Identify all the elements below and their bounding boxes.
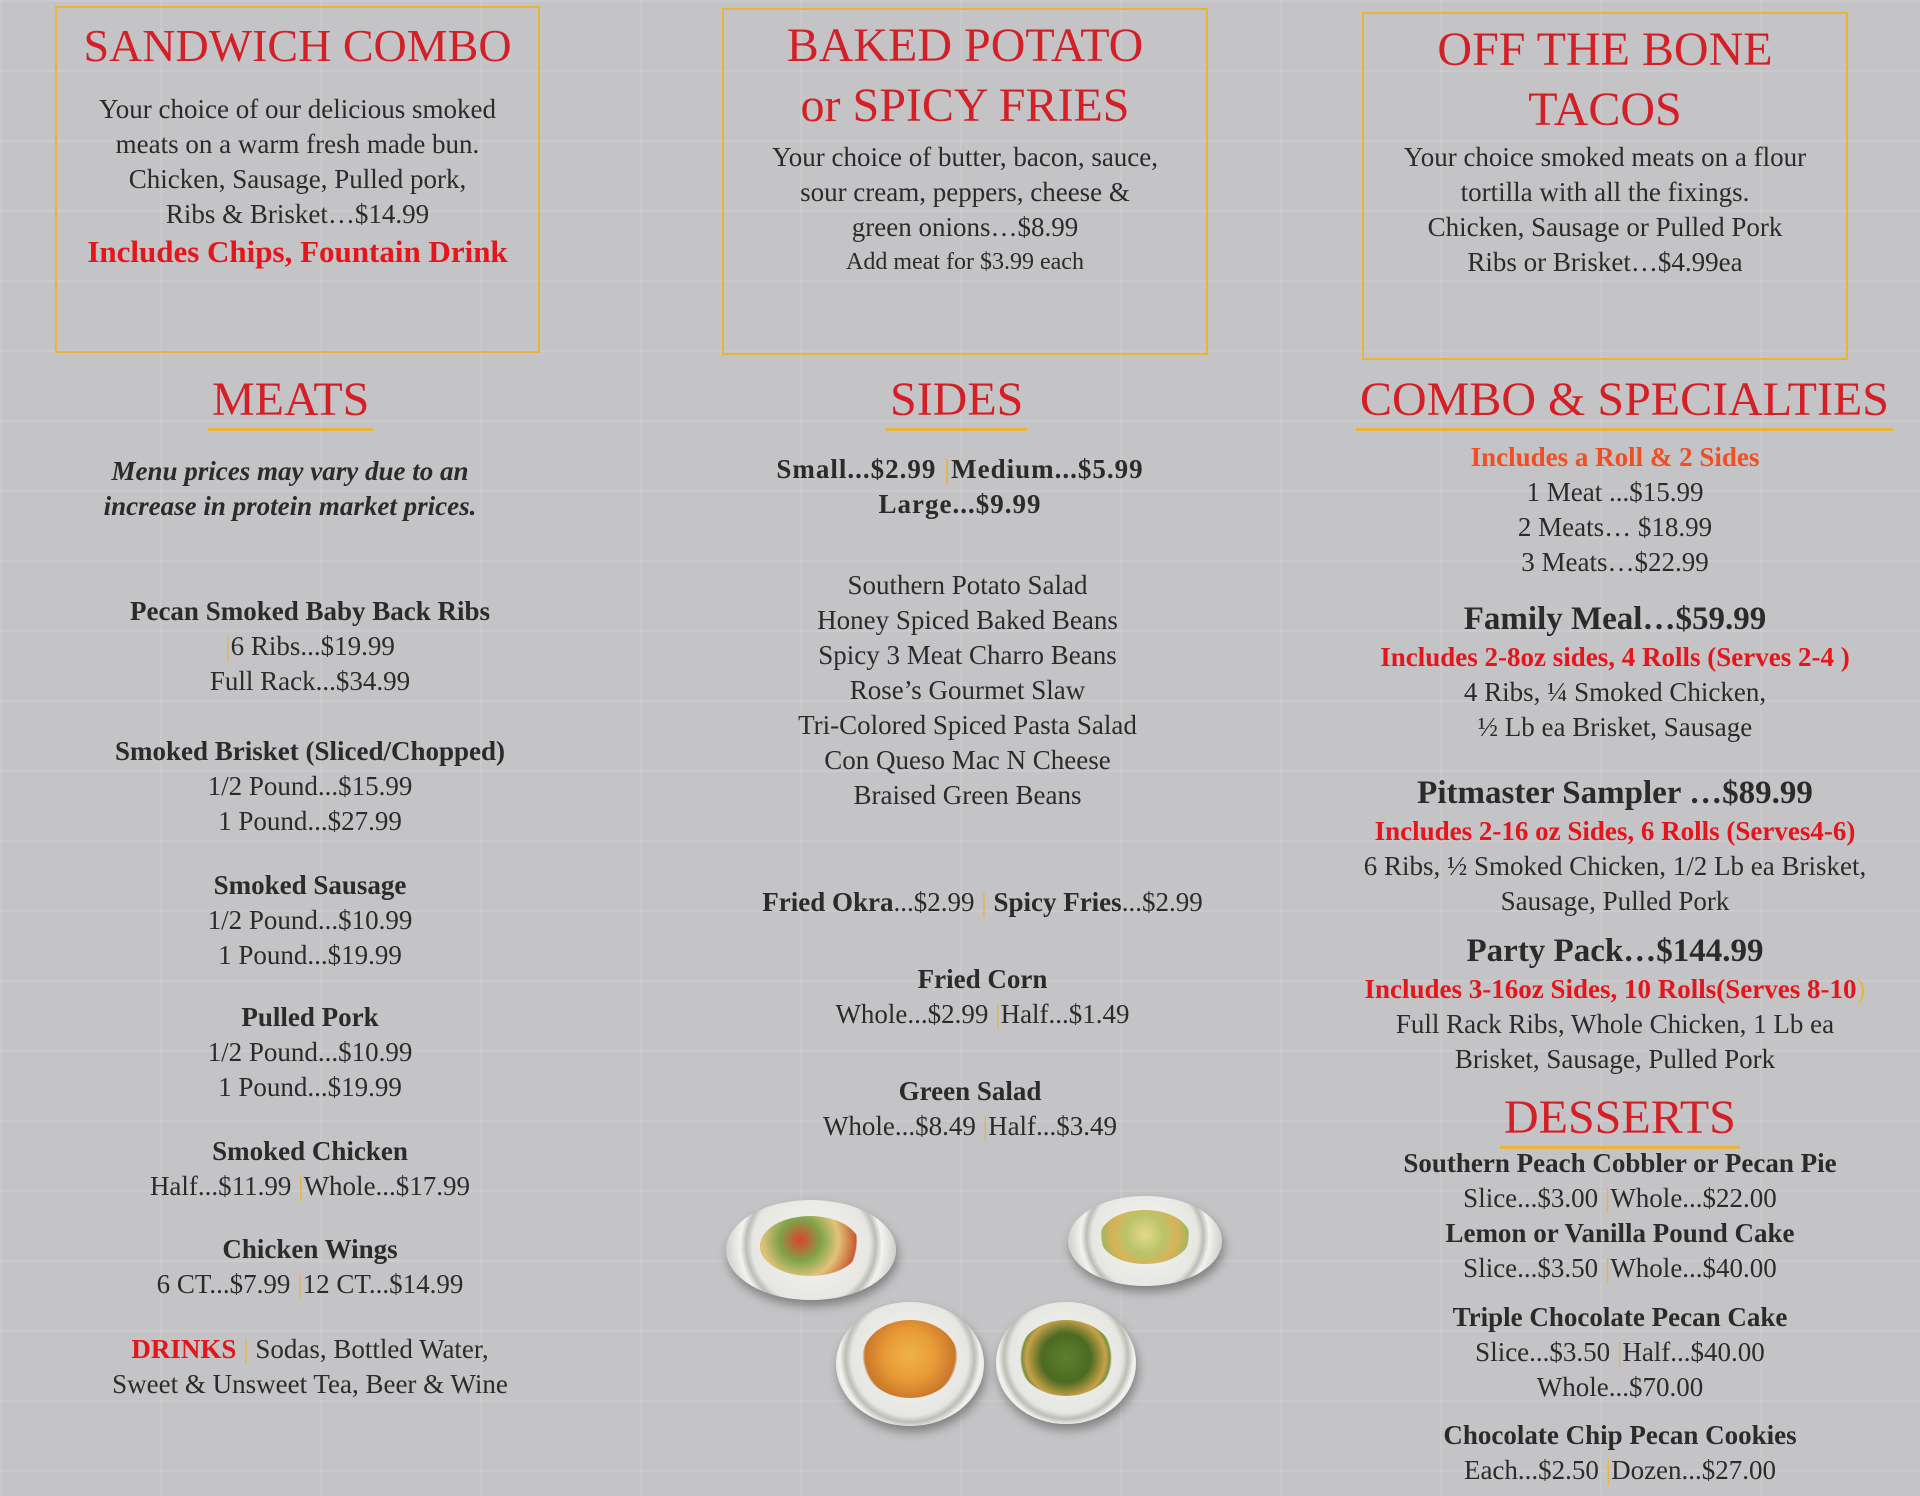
sandwich-line: Chicken, Sausage, Pulled pork,	[128, 164, 467, 194]
divider: |	[1604, 1253, 1611, 1283]
tacos-title-1: OFF THE BONE	[1437, 23, 1773, 76]
meat-item	[60, 1134, 560, 1204]
meat-item	[60, 734, 560, 839]
family-meal-line: ½ Lb ea Brisket, Sausage	[1477, 712, 1753, 742]
dessert-price: Slice...$3.50	[1475, 1337, 1611, 1367]
drinks-line: Sweet & Unsweet Tea, Beer & Wine	[112, 1369, 508, 1399]
sandwich-combo-description	[57, 92, 538, 232]
potato-line: Your choice of butter, bacon, sauce,	[771, 142, 1159, 172]
side-item: Southern Potato Salad	[847, 570, 1088, 600]
dessert-price: Slice...$3.00	[1463, 1183, 1599, 1213]
divider: |	[297, 1269, 303, 1299]
dessert-price: Dozen...$27.00	[1611, 1455, 1777, 1485]
dessert-price: Slice...$3.50	[1463, 1253, 1599, 1283]
combo-meat-price: 2 Meats… $18.99	[1517, 512, 1713, 542]
okra-fries-line	[700, 885, 1265, 920]
tacos-line: Chicken, Sausage or Pulled Pork	[1427, 212, 1783, 242]
divider: |	[982, 1111, 989, 1141]
sandwich-line: Your choice of our delicious smoked	[99, 94, 496, 124]
potato-price: green onions…$8.99	[851, 212, 1079, 242]
meat-price: 1 Pound...$27.99	[218, 806, 402, 836]
corn-price: Whole...$2.99	[835, 999, 989, 1029]
tacos-line: Your choice smoked meats on a flour	[1403, 142, 1807, 172]
meat-price: 1/2 Pound...$10.99	[207, 1037, 413, 1067]
meat-item-name: Smoked Brisket (Sliced/Chopped)	[114, 736, 506, 766]
meat-price: 1/2 Pound...$10.99	[207, 905, 413, 935]
green-salad	[700, 1074, 1240, 1144]
green-beans-plate-image	[996, 1302, 1136, 1424]
fries-name: Spicy Fries	[993, 887, 1122, 917]
note-line: increase in protein market prices.	[103, 491, 477, 521]
potato-add-meat: Add meat for $3.99 each	[846, 249, 1084, 275]
dessert-price: Whole...$40.00	[1610, 1253, 1777, 1283]
party-line: Brisket, Sausage, Pulled Pork	[1454, 1044, 1776, 1074]
divider: |	[243, 1334, 249, 1364]
meat-item-name: Smoked Sausage	[213, 870, 407, 900]
salad-food	[760, 1216, 860, 1276]
dessert-item	[1310, 1418, 1920, 1488]
divider: |	[944, 454, 952, 484]
divider: |	[1604, 1183, 1611, 1213]
sides-list	[700, 568, 1235, 813]
sides-sizes	[700, 452, 1220, 522]
corn-price: Half...$1.49	[1000, 999, 1130, 1029]
sandwich-includes: Includes Chips, Fountain Drink	[87, 234, 508, 269]
mac-cheese-plate-image	[836, 1302, 984, 1426]
tacos-line: tortilla with all the fixings.	[1460, 177, 1750, 207]
party-title: Party Pack…$144.99	[1466, 933, 1764, 969]
party-paren: )	[1856, 974, 1866, 1004]
meat-item	[60, 1232, 560, 1302]
sampler-title: Pitmaster Sampler …$89.99	[1417, 775, 1813, 811]
potato-line: sour cream, peppers, cheese &	[800, 177, 1130, 207]
combo-basic	[1310, 440, 1920, 580]
size-small: Small...$2.99	[776, 454, 937, 484]
side-item: Rose’s Gourmet Slaw	[849, 675, 1086, 705]
meat-item	[60, 1000, 560, 1105]
tacos-price: Ribs or Brisket…$4.99ea	[1467, 247, 1743, 277]
divider: |	[1616, 1337, 1623, 1367]
sampler-line: Sausage, Pulled Pork	[1500, 886, 1730, 916]
dessert-price: Whole...$22.00	[1610, 1183, 1777, 1213]
meat-item-name: Pulled Pork	[241, 1002, 379, 1032]
dessert-item	[1310, 1146, 1920, 1216]
tacos-title-2: TACOS	[1528, 83, 1682, 136]
side-item: Con Queso Mac N Cheese	[824, 745, 1111, 775]
meat-price: 1/2 Pound...$15.99	[207, 771, 413, 801]
size-large: Large...$9.99	[878, 489, 1042, 519]
divider: |	[1605, 1455, 1612, 1485]
beans-food	[1018, 1320, 1114, 1396]
drinks-section	[60, 1332, 560, 1402]
tacos-description	[1364, 140, 1846, 280]
note-line: Menu prices may vary due to an	[111, 456, 469, 486]
sampler-line: 6 Ribs, ½ Smoked Chicken, 1/2 Lb ea Brisket,	[1363, 851, 1867, 881]
dessert-item	[1310, 1216, 1920, 1286]
party-includes: Includes 3-16oz Sides, 10 Rolls(Serves 8-10	[1364, 974, 1857, 1004]
baked-potato-box	[722, 8, 1208, 355]
divider: |	[981, 887, 987, 917]
salad-price: Half...$3.49	[988, 1111, 1118, 1141]
meats-price-note	[60, 454, 520, 524]
divider: |	[298, 1171, 304, 1201]
meat-item-name: Smoked Chicken	[212, 1136, 408, 1166]
party-line: Full Rack Ribs, Whole Chicken, 1 Lb ea	[1395, 1009, 1835, 1039]
combo-meat-price: 1 Meat ...$15.99	[1526, 477, 1704, 507]
combo-includes: Includes a Roll & 2 Sides	[1470, 442, 1760, 472]
dessert-name: Lemon or Vanilla Pound Cake	[1445, 1218, 1795, 1248]
sandwich-price: Ribs & Brisket…$14.99	[165, 199, 430, 229]
meat-price: 6 CT...$7.99	[156, 1269, 291, 1299]
salad-name: Green Salad	[898, 1076, 1042, 1106]
divider: |	[225, 631, 231, 661]
drinks-label: DRINKS	[131, 1334, 237, 1364]
side-item: Honey Spiced Baked Beans	[817, 605, 1118, 635]
baked-potato-title-1: BAKED POTATO	[786, 19, 1144, 72]
side-item: Tri-Colored Spiced Pasta Salad	[798, 710, 1137, 740]
dessert-item	[1310, 1300, 1920, 1405]
meat-item-name: Pecan Smoked Baby Back Ribs	[129, 596, 491, 626]
baked-potato-title-2: or SPICY FRIES	[800, 79, 1130, 132]
meat-item	[60, 868, 560, 973]
sides-heading: SIDES	[886, 372, 1027, 431]
meat-price: 12 CT...$14.99	[302, 1269, 464, 1299]
meat-price: Half...$11.99	[149, 1171, 292, 1201]
family-meal-line: 4 Ribs, ¼ Smoked Chicken,	[1463, 677, 1767, 707]
okra-name: Fried Okra	[762, 887, 894, 917]
fried-corn	[700, 962, 1265, 1032]
tacos-box	[1362, 12, 1848, 360]
baked-potato-description	[724, 140, 1206, 280]
dessert-price: Each...$2.50	[1463, 1455, 1599, 1485]
combo-meat-price: 3 Meats…$22.99	[1521, 547, 1709, 577]
meat-price: Full Rack...$34.99	[209, 666, 411, 696]
sandwich-combo-box	[55, 6, 540, 353]
dessert-price: Half...$40.00	[1622, 1337, 1765, 1367]
meat-item	[60, 594, 560, 699]
meat-price: 1 Pound...$19.99	[218, 1072, 402, 1102]
salad-price: Whole...$8.49	[822, 1111, 976, 1141]
meat-price: 1 Pound...$19.99	[218, 940, 402, 970]
family-meal-title: Family Meal…$59.99	[1463, 601, 1767, 637]
meats-heading: MEATS	[208, 372, 373, 431]
dessert-name: Chocolate Chip Pecan Cookies	[1443, 1420, 1797, 1450]
pitmaster-sampler	[1310, 772, 1920, 919]
side-item: Braised Green Beans	[853, 780, 1082, 810]
corn-name: Fried Corn	[917, 964, 1048, 994]
pasta-food	[1100, 1210, 1190, 1264]
sandwich-combo-title: SANDWICH COMBO	[83, 20, 512, 71]
dessert-name: Triple Chocolate Pecan Cake	[1452, 1302, 1788, 1332]
sampler-includes: Includes 2-16 oz Sides, 6 Rolls (Serves4-6)	[1374, 816, 1856, 846]
divider: |	[995, 999, 1001, 1029]
size-medium: Medium...$5.99	[951, 454, 1144, 484]
dessert-price: Whole...$70.00	[1536, 1372, 1704, 1402]
side-item: Spicy 3 Meat Charro Beans	[818, 640, 1117, 670]
combo-heading: COMBO & SPECIALTIES	[1356, 372, 1893, 431]
family-meal-includes: Includes 2-8oz sides, 4 Rolls (Serves 2-4 )	[1380, 642, 1850, 672]
family-meal	[1310, 598, 1920, 745]
okra-price: ...$2.99	[893, 887, 975, 917]
party-pack	[1310, 930, 1920, 1077]
meat-price: Whole...$17.99	[303, 1171, 471, 1201]
meat-price: 6 Ribs...$19.99	[230, 631, 395, 661]
salad-plate-image	[726, 1200, 896, 1300]
dessert-name: Southern Peach Cobbler or Pecan Pie	[1403, 1148, 1837, 1178]
pasta-salad-plate-image	[1068, 1196, 1222, 1286]
meat-item-name: Chicken Wings	[222, 1234, 398, 1264]
desserts-heading: DESSERTS	[1500, 1090, 1740, 1149]
mac-food	[862, 1320, 958, 1398]
fries-price: ...$2.99	[1121, 887, 1203, 917]
sandwich-line: meats on a warm fresh made bun.	[115, 129, 480, 159]
drinks-line: Sodas, Bottled Water,	[248, 1334, 489, 1364]
